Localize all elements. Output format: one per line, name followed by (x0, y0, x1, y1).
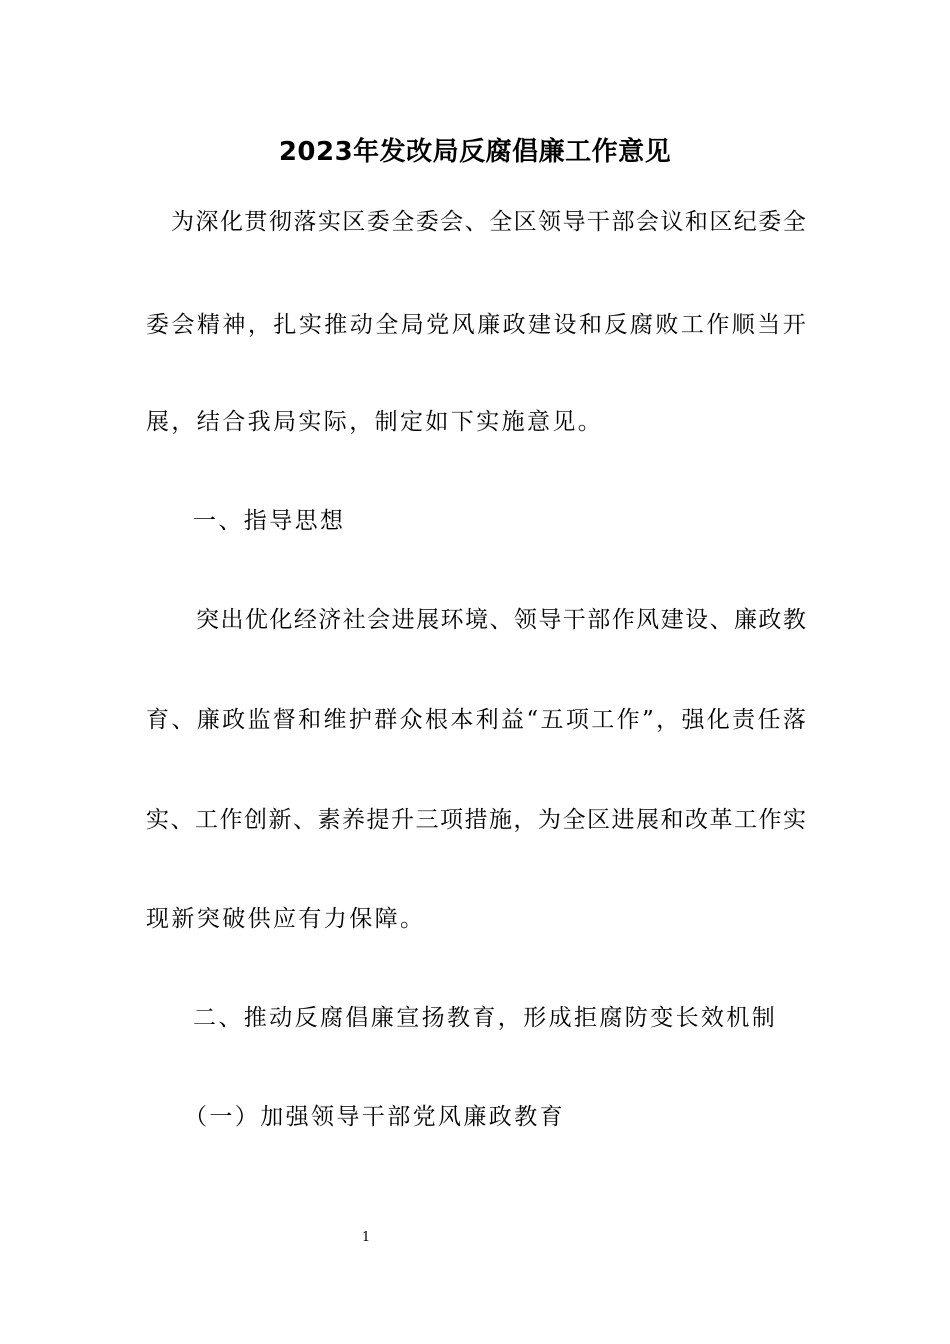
paragraph-2-line-2: 育 、 廉 政 监 督 和 维 护 群 众 根 本 利 益 “ 五 项 工 作 ” ， 强 化 责 任 落 (146, 707, 806, 733)
section-heading-2: 二、推动反腐倡廉宣扬教育，形成拒腐防变长效机制 (193, 1005, 778, 1031)
document-title: 2023年发改局反腐倡廉工作意见 (278, 137, 672, 167)
paragraph-1-line-2: 委 会 精 神 ， 扎 实 推 动 全 局 党 风 廉 政 建 设 和 反 腐 败 工 作 顺 当 开 (146, 312, 806, 338)
section-heading-1: 一、指导思想 (193, 508, 346, 534)
paragraph-2-line-3: 实 、 工 作 创 新 、 素 养 提 升 三 项 措 施 ， 为 全 区 进 展 和 改 革 工 作 实 (146, 807, 806, 833)
paragraph-2-line-1: 突 出 优 化 经 济 社 会 进 展 环 境 、 领 导 干 部 作 风 建 设 、 廉 政 教 (196, 607, 806, 633)
paragraph-2-line-4: 现新突破供应有力保障。 (146, 906, 426, 932)
paragraph-1-line-3: 展，结合我局实际，制定如下实施意见。 (146, 409, 604, 435)
page-number: 1 (361, 1230, 371, 1245)
subsection-heading-1: （一）加强领导干部党风廉政教育 (184, 1104, 565, 1130)
paragraph-1-line-1: 为 深 化 贯 彻 落 实 区 委 全 委 会 、 全 区 领 导 干 部 会 议 和 区 纪 委 全 (171, 209, 806, 235)
